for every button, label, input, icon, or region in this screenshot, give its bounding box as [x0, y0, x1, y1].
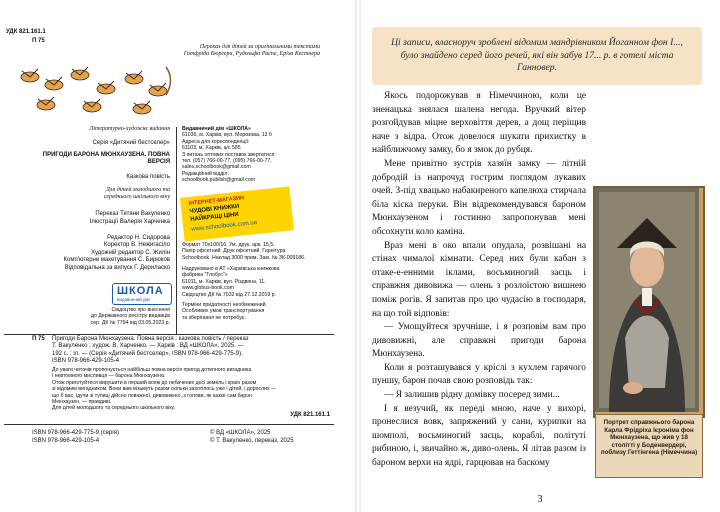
illustrator: Ілюстрації Валерія Харченка	[89, 219, 170, 225]
audience: Для дітей молодшого та середнього шкільного віку	[103, 187, 170, 201]
page-number: 3	[537, 494, 543, 505]
separator	[4, 334, 334, 335]
book-subtitle: Казкова повість	[126, 174, 170, 180]
portrait-caption: Портрет справжнього барона Карла Фрідріха Ієроніма фон Мюнхаузена, що жив у 18 столітті у Боденвердері, поблизу Геттінгена (Німеччина)	[595, 414, 703, 478]
shop-banner: ІНТЕРНЕТ-МАГАЗИН ЧУДОВІ КНИЖКИ НАЙКРАЩІ ЦІНИ www.schoolbook.com.ua	[180, 186, 294, 241]
copyright-publisher: © ВД «ШКОЛА», 2025	[210, 430, 271, 436]
column-divider	[176, 127, 177, 335]
story-text-top: Якось подорожував я Німеччиною, коли це зненацька знялася шалена негода. Вручкий вітер розгойдував міцне верховіття дерев, а дощ періщив наче з відра. Отож довелося шукати прихистку в найближчому замку, бо я змок до рубця. Мене привітно зустрів хазяїн замку — літній добродій із напрочуд гострим поглядом лукавих очей. З-під хвацько набакиреного капелюха стирчала біла кіска перуки. Він відрекомендувався бароном Мюнхаузеном і гостинно запропонував мені обсохнути коло каміна. Враз мені в око впали опудала, розвішані на стінах чималої кімнати. Серед них були кабан з отаке-е-енними іклами, восьминогий заєць і справжня дивовижа — олень з розлоїстою вишнею поміж рогів. Я запитав про цю чудасію в господаря, на що той відповів: — Умощуйтеся зручніше, і я розповім вам про дивовижні, але справжні пригоди барона Мюнхаузена. Коли я розташувався у кріслі з кухлем гарячого пуншу, барон почав свою розповідь так: — Я залишив рідну домівку посеред зими... І я везучий, як переді мною, наче у вихорі, пронеслися вовк, запряжений у сани, курипки на шомполі, восьминогий заєць, кораблі, політуті рибиною, і, звичайно ж, диво-олень. Я літав разом із бароном верхи на ядрі, гарцював на баскому	[372, 91, 586, 469]
portrait-frame	[593, 186, 705, 418]
genre-label: Літературно-художнє видання	[89, 126, 170, 132]
storage-terms: Терміни придатності необмежений. Особливих умов транспортування та зберігання не потребує.	[182, 302, 267, 321]
isbn-series: ISBN 978-966-429-775-9 (серія)	[32, 430, 119, 436]
bib-record: Пригоди Барона Мюнхаузена. Повна версія : казкова повість / переказ Т. Вакуленко ; худож. В. Харченко. — Харків : ВД «ШКОЛА», 2025. — 192 с. : іл. — (Серія «Дитячий бестселер», ISBN 978-966-429-775-9). ISBN 978-966-429-105-4	[52, 336, 249, 365]
isbn-book: ISBN 978-966-429-105-4	[32, 438, 100, 444]
udk-bottom: УДК 821.161.1	[290, 412, 330, 418]
imprint-page	[0, 0, 356, 512]
print-specs: Формат 70х100/16. Ум. друк. арк. 15,5. Папір офсетний. Друк офсетний. Гарнітура Schoolbook. Наклад 3000 прим. Зам. № ЗК-009186.	[182, 242, 306, 261]
udk-code: УДК 821.161.1	[6, 29, 46, 35]
publisher-logo: ШКОЛА видавничий дім	[112, 283, 172, 305]
book-gutter	[355, 0, 361, 512]
publisher-info: Видавничий дім «ШКОЛА» 61036, м. Харків, вул. Морозова, 13 б Адреса для кореспонденції: 61103, м. Харків, а/с 585 З питань оптових поставок звертатися: тел. (057) 766-00-77, (095) 766-00-77, sales.schoolbook@gmail.com Редакційний відділ: schoolbook.publish@gmail.com	[182, 126, 276, 184]
retold-by: Переказ Тетяни Вакуленко	[95, 211, 170, 217]
baron-portrait	[595, 188, 699, 412]
translation-note: Переказ для дітей за оригінальними текстами Готфріда Бюргера, Рудольфа Распе, Еріха Кестнера	[183, 44, 320, 58]
registry-note: Свідоцтво про внесення до Державного реєстру видавців сер. ДК № 7794 від 03.05.2023 р.	[90, 307, 170, 326]
printer-info: Надруковано в АТ «Харківська книжкова фабрика "Глобус"» 61011, м. Харків, вул. Різдвяна, 11. www.globus-book.com Свідоцтво ДК № 7032 від 27.12.2019 р.	[182, 266, 280, 298]
copyright-author: © Т. Вакуленко, переказ, 2025	[210, 438, 294, 444]
editorial-credits: Редактор Н. Сидорова Коректор В. Нежигасіло Художній редактор С. Жилін Комп'ютерне макетування С. Бирюков Відповідальна за випуск Г. Дериласко	[63, 235, 170, 271]
classification-code: П 75	[32, 38, 45, 44]
bib-code: П 75	[32, 336, 45, 342]
ducks-illustration	[16, 65, 178, 119]
intro-text: Ці записи, власноруч зроблені відомим мандрівником Йоганном фон І..., було знайдено серед його речей, які він забув 17... р. в готелі міста Ганновер.	[391, 37, 683, 74]
book-title: ПРИГОДИ БАРОНА МЮНХАУЗЕНА. ПОВНА ВЕРСІЯ	[42, 152, 170, 166]
annotation: До уваги читачів пропонується найбільш повна версія пригод дотепного вигадника і невтомного мисливця — барона Мюнхаузена. Отож приготуйтеся вирушити в перший вояж до небачених досі земель і країн разом зі відомим вигадником. Вони вам візьмуть разом скільки захотілось уже і дітей, і дорослих — що б вас, ідучи зі тупиці дійсно поважної, дивовижної, з голови, як казке сам барон Мюнхаузен, — правдиві. Для дітей молодшого та середнього шкільного віку.	[52, 367, 277, 412]
separator	[4, 424, 334, 425]
series-name: Серія «Дитячий бестселер»	[92, 140, 170, 146]
